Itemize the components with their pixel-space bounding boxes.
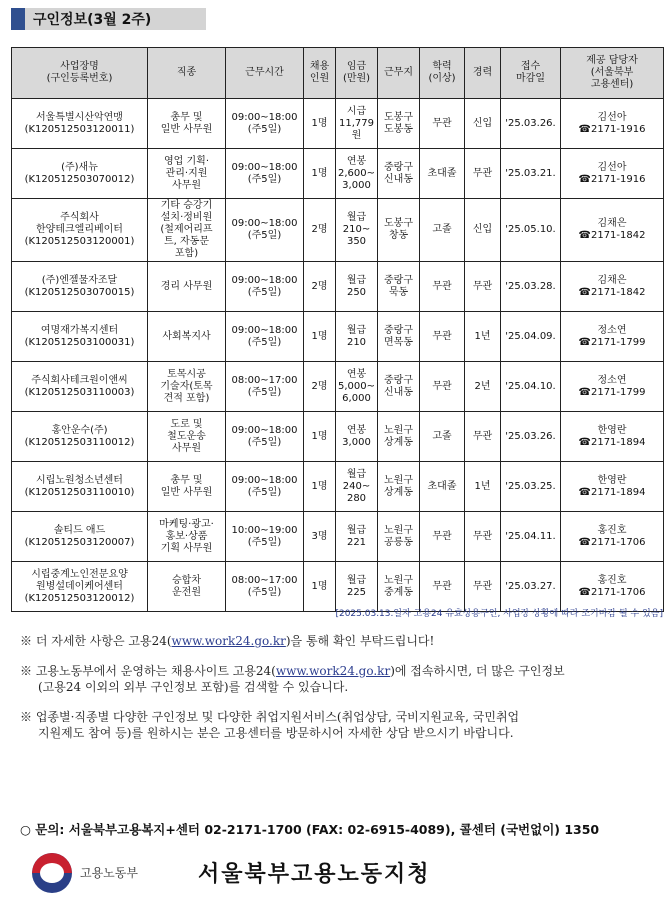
cell-deadline: '25.04.10. xyxy=(501,362,561,412)
cell-location: 노원구 공릉동 xyxy=(378,512,420,562)
cell-company: 여명재가복지센터 (K120512503100031) xyxy=(12,312,148,362)
cell-contact xyxy=(561,462,664,512)
section-header xyxy=(11,8,206,30)
cell-education: 무관 xyxy=(420,262,465,312)
cell-wage: 연봉 3,000 xyxy=(336,412,378,462)
cell-deadline: '25.04.11. xyxy=(501,512,561,562)
work24-link[interactable]: www.work24.go.kr xyxy=(171,634,286,648)
cell-headcount: 2명 xyxy=(304,262,336,312)
cell-company: 시립노원청소년센터 (K120512503110010) xyxy=(12,462,148,512)
contact-name: 김채은 xyxy=(597,218,627,229)
cell-hours: 09:00~18:00 (주5일) xyxy=(226,99,304,149)
cell-headcount: 1명 xyxy=(304,312,336,362)
phone-icon: ☎ xyxy=(578,336,591,348)
cell-headcount: 2명 xyxy=(304,362,336,412)
cell-hours: 09:00~18:00 (주5일) xyxy=(226,149,304,199)
cell-contact xyxy=(561,412,664,462)
cell-contact xyxy=(561,262,664,312)
cell-company: 서울특별시산악연맹 (K120512503120011) xyxy=(12,99,148,149)
contact-name: 홍진호 xyxy=(597,574,627,586)
cell-job: 토목시공 기술자(토목 견적 포함) xyxy=(148,362,226,412)
cell-contact xyxy=(561,512,664,562)
cell-hours: 09:00~18:00 (주5일) xyxy=(226,199,304,262)
ministry-logo-text: 고용노동부 xyxy=(80,866,138,880)
cell-contact xyxy=(561,149,664,199)
cell-location: 노원구 상계동 xyxy=(378,412,420,462)
cell-experience: 2년 xyxy=(465,362,501,412)
table-row xyxy=(12,512,664,562)
cell-experience: 1년 xyxy=(465,312,501,362)
phone-icon: ☎ xyxy=(578,123,591,135)
contact-phone: ☎2171-1842 xyxy=(578,286,646,298)
cell-experience: 무관 xyxy=(465,512,501,562)
cell-job: 총무 및 일반 사무원 xyxy=(148,462,226,512)
contact-name: 정소연 xyxy=(597,324,627,336)
cell-deadline: '25.05.10. xyxy=(501,199,561,262)
cell-headcount: 1명 xyxy=(304,462,336,512)
cell-company: (주)새뉴 (K120512503070012) xyxy=(12,149,148,199)
table-footnote: [2025.03.13.일자 고용24 유효상용구인, 사업장 상황에 따라 조기마감 될 수 있음] xyxy=(335,609,663,619)
cell-job: 총무 및 일반 사무원 xyxy=(148,99,226,149)
table-row xyxy=(12,199,664,262)
cell-location: 노원구 상계동 xyxy=(378,462,420,512)
contact-name: 정소연 xyxy=(597,374,627,386)
cell-hours: 10:00~19:00 (주5일) xyxy=(226,512,304,562)
cell-experience: 무관 xyxy=(465,149,501,199)
phone-icon: ☎ xyxy=(578,230,591,241)
cell-experience: 무관 xyxy=(465,262,501,312)
cell-education: 무관 xyxy=(420,312,465,362)
cell-headcount: 1명 xyxy=(304,99,336,149)
cell-company: 솔티드 애드 (K120512503120007) xyxy=(12,512,148,562)
col-education: 학력 (이상) xyxy=(420,48,465,99)
cell-hours: 09:00~18:00 (주5일) xyxy=(226,312,304,362)
table-header-row xyxy=(12,48,664,99)
cell-hours: 08:00~17:00 (주5일) xyxy=(226,362,304,412)
col-deadline: 접수 마감일 xyxy=(501,48,561,99)
cell-location: 도봉구 도봉동 xyxy=(378,99,420,149)
cell-contact xyxy=(561,312,664,362)
office-name: 서울북부고용노동지청 xyxy=(197,861,431,887)
cell-education: 초대졸 xyxy=(420,462,465,512)
cell-education: 고졸 xyxy=(420,199,465,262)
contact-phone: ☎2171-1916 xyxy=(578,123,646,135)
col-experience: 경력 xyxy=(465,48,501,99)
contact-name: 김채은 xyxy=(597,274,627,286)
cell-education: 초대졸 xyxy=(420,149,465,199)
cell-location: 중랑구 신내동 xyxy=(378,149,420,199)
contact-name: 한영란 xyxy=(597,474,627,486)
table-row xyxy=(12,312,664,362)
cell-location: 노원구 중계동 xyxy=(378,562,420,612)
cell-education: 무관 xyxy=(420,512,465,562)
cell-wage: 월급 250 xyxy=(336,262,378,312)
table-body xyxy=(12,99,664,612)
table-row xyxy=(12,362,664,412)
ministry-logo-icon xyxy=(32,853,72,893)
table-row xyxy=(12,99,664,149)
job-listings-table xyxy=(11,47,664,612)
cell-deadline: '25.04.09. xyxy=(501,312,561,362)
contact-name: 김선아 xyxy=(597,161,627,173)
contact-phone: ☎2171-1706 xyxy=(578,586,646,598)
cell-education: 무관 xyxy=(420,99,465,149)
cell-contact xyxy=(561,199,664,262)
inquiry-contact: ○ 문의: 서울북부고용복지+센터 02-2171-1700 (FAX: 02-6915-4089), 콜센터 (국번없이) 1350 xyxy=(20,822,600,837)
cell-wage: 월급 210 xyxy=(336,312,378,362)
col-wage: 임금 (만원) xyxy=(336,48,378,99)
cell-experience: 무관 xyxy=(465,412,501,462)
cell-location: 중랑구 묵동 xyxy=(378,262,420,312)
cell-experience: 무관 xyxy=(465,562,501,612)
cell-job: 영업 기획· 관리·지원 사무원 xyxy=(148,149,226,199)
header-accent-block xyxy=(11,8,25,30)
table-row xyxy=(12,149,664,199)
info-notes xyxy=(20,633,660,755)
contact-name: 홍진호 xyxy=(597,524,627,536)
cell-education: 고졸 xyxy=(420,412,465,462)
cell-headcount: 3명 xyxy=(304,512,336,562)
cell-deadline: '25.03.28. xyxy=(501,262,561,312)
phone-icon: ☎ xyxy=(578,286,591,298)
phone-icon: ☎ xyxy=(578,486,591,498)
cell-location: 중랑구 면목동 xyxy=(378,312,420,362)
table-row xyxy=(12,562,664,612)
info-note-1: ※ 더 자세한 사항은 고용24(www.work24.go.kr)을 통해 확인 부탁드립니다! xyxy=(20,634,435,648)
cell-location: 도봉구 창동 xyxy=(378,199,420,262)
cell-job: 사회복지사 xyxy=(148,312,226,362)
cell-wage: 월급 210~ 350 xyxy=(336,199,378,262)
cell-contact xyxy=(561,99,664,149)
col-contact: 제공 담당자 (서울북부 고용센터) xyxy=(561,48,664,99)
info-note-2: ※ 고용노동부에서 운영하는 채용사이트 고용24(www.work24.go.kr)에 접속하시면, 더 많은 구인정보 (고용24 이외의 외부 구인정보 포함)를 검색할 수 있습니다. xyxy=(20,664,565,694)
contact-phone: ☎2171-1894 xyxy=(578,436,646,448)
cell-headcount: 1명 xyxy=(304,562,336,612)
cell-wage: 시급 11,779 원 xyxy=(336,99,378,149)
contact-phone: ☎2171-1894 xyxy=(578,486,646,498)
cell-contact xyxy=(561,562,664,612)
cell-headcount: 1명 xyxy=(304,412,336,462)
cell-wage: 연봉 2,600~ 3,000 xyxy=(336,149,378,199)
contact-name: 김선아 xyxy=(597,111,627,123)
col-headcount: 채용 인원 xyxy=(304,48,336,99)
phone-icon: ☎ xyxy=(578,586,591,598)
col-company: 사업장명 (구인등록번호) xyxy=(12,48,148,99)
cell-job: 승합차 운전원 xyxy=(148,562,226,612)
contact-phone: ☎2171-1842 xyxy=(578,230,646,241)
cell-deadline: '25.03.26. xyxy=(501,99,561,149)
cell-wage: 월급 240~ 280 xyxy=(336,462,378,512)
contact-phone: ☎2171-1706 xyxy=(578,536,646,548)
cell-hours: 09:00~18:00 (주5일) xyxy=(226,262,304,312)
cell-headcount: 2명 xyxy=(304,199,336,262)
cell-job: 기타 승강기 설치·정비원 (철제어리프 트, 자동문 포함) xyxy=(148,199,226,262)
cell-hours: 09:00~18:00 (주5일) xyxy=(226,462,304,512)
cell-job: 도로 및 철도운송 사무원 xyxy=(148,412,226,462)
contact-phone: ☎2171-1916 xyxy=(578,173,646,185)
contact-name: 한영란 xyxy=(597,424,627,436)
table-row xyxy=(12,262,664,312)
cell-company: 주식회사테크원이앤씨 (K120512503110003) xyxy=(12,362,148,412)
cell-location: 중랑구 신내동 xyxy=(378,362,420,412)
cell-hours: 08:00~17:00 (주5일) xyxy=(226,562,304,612)
footer xyxy=(32,850,652,895)
cell-job: 마케팅·광고· 홍보·상품 기획 사무원 xyxy=(148,512,226,562)
cell-deadline: '25.03.25. xyxy=(501,462,561,512)
cell-wage: 월급 225 xyxy=(336,562,378,612)
col-job: 직종 xyxy=(148,48,226,99)
col-hours: 근무시간 xyxy=(226,48,304,99)
cell-experience: 신입 xyxy=(465,199,501,262)
phone-icon: ☎ xyxy=(578,536,591,548)
cell-deadline: '25.03.27. xyxy=(501,562,561,612)
cell-wage: 월급 221 xyxy=(336,512,378,562)
page-title: 구인정보(3월 2주) xyxy=(33,12,152,28)
table-row xyxy=(12,462,664,512)
cell-company: 주식회사 한양테크엘리베이터 (K120512503120001) xyxy=(12,199,148,262)
cell-contact xyxy=(561,362,664,412)
cell-job: 경리 사무원 xyxy=(148,262,226,312)
cell-education: 무관 xyxy=(420,362,465,412)
cell-company: (주)엔젤물자조달 (K120512503070015) xyxy=(12,262,148,312)
cell-wage: 연봉 5,000~ 6,000 xyxy=(336,362,378,412)
cell-company: 시립중계노인전문요양 원병설데이케어센터 (K120512503120012) xyxy=(12,562,148,612)
work24-link-2[interactable]: www.work24.go.kr xyxy=(275,664,391,678)
info-note-3: ※ 업종별·직종별 다양한 구인정보 및 다양한 취업지원서비스(취업상담, 국비지원교육, 국민취업 지원제도 참여 등)를 원하시는 분은 고용센터를 방문하시어 자세한 상담 받으시기 바랍니다. xyxy=(20,710,520,740)
cell-hours: 09:00~18:00 (주5일) xyxy=(226,412,304,462)
cell-education: 무관 xyxy=(420,562,465,612)
cell-deadline: '25.03.26. xyxy=(501,412,561,462)
phone-icon: ☎ xyxy=(578,386,591,398)
table-row xyxy=(12,412,664,462)
cell-experience: 신입 xyxy=(465,99,501,149)
phone-icon: ☎ xyxy=(578,173,591,185)
cell-experience: 1년 xyxy=(465,462,501,512)
cell-headcount: 1명 xyxy=(304,149,336,199)
cell-company: 홍안운수(주) (K120512503110012) xyxy=(12,412,148,462)
cell-deadline: '25.03.21. xyxy=(501,149,561,199)
contact-phone: ☎2171-1799 xyxy=(578,386,646,398)
contact-phone: ☎2171-1799 xyxy=(578,336,646,348)
phone-icon: ☎ xyxy=(578,436,591,448)
col-location: 근무지 xyxy=(378,48,420,99)
